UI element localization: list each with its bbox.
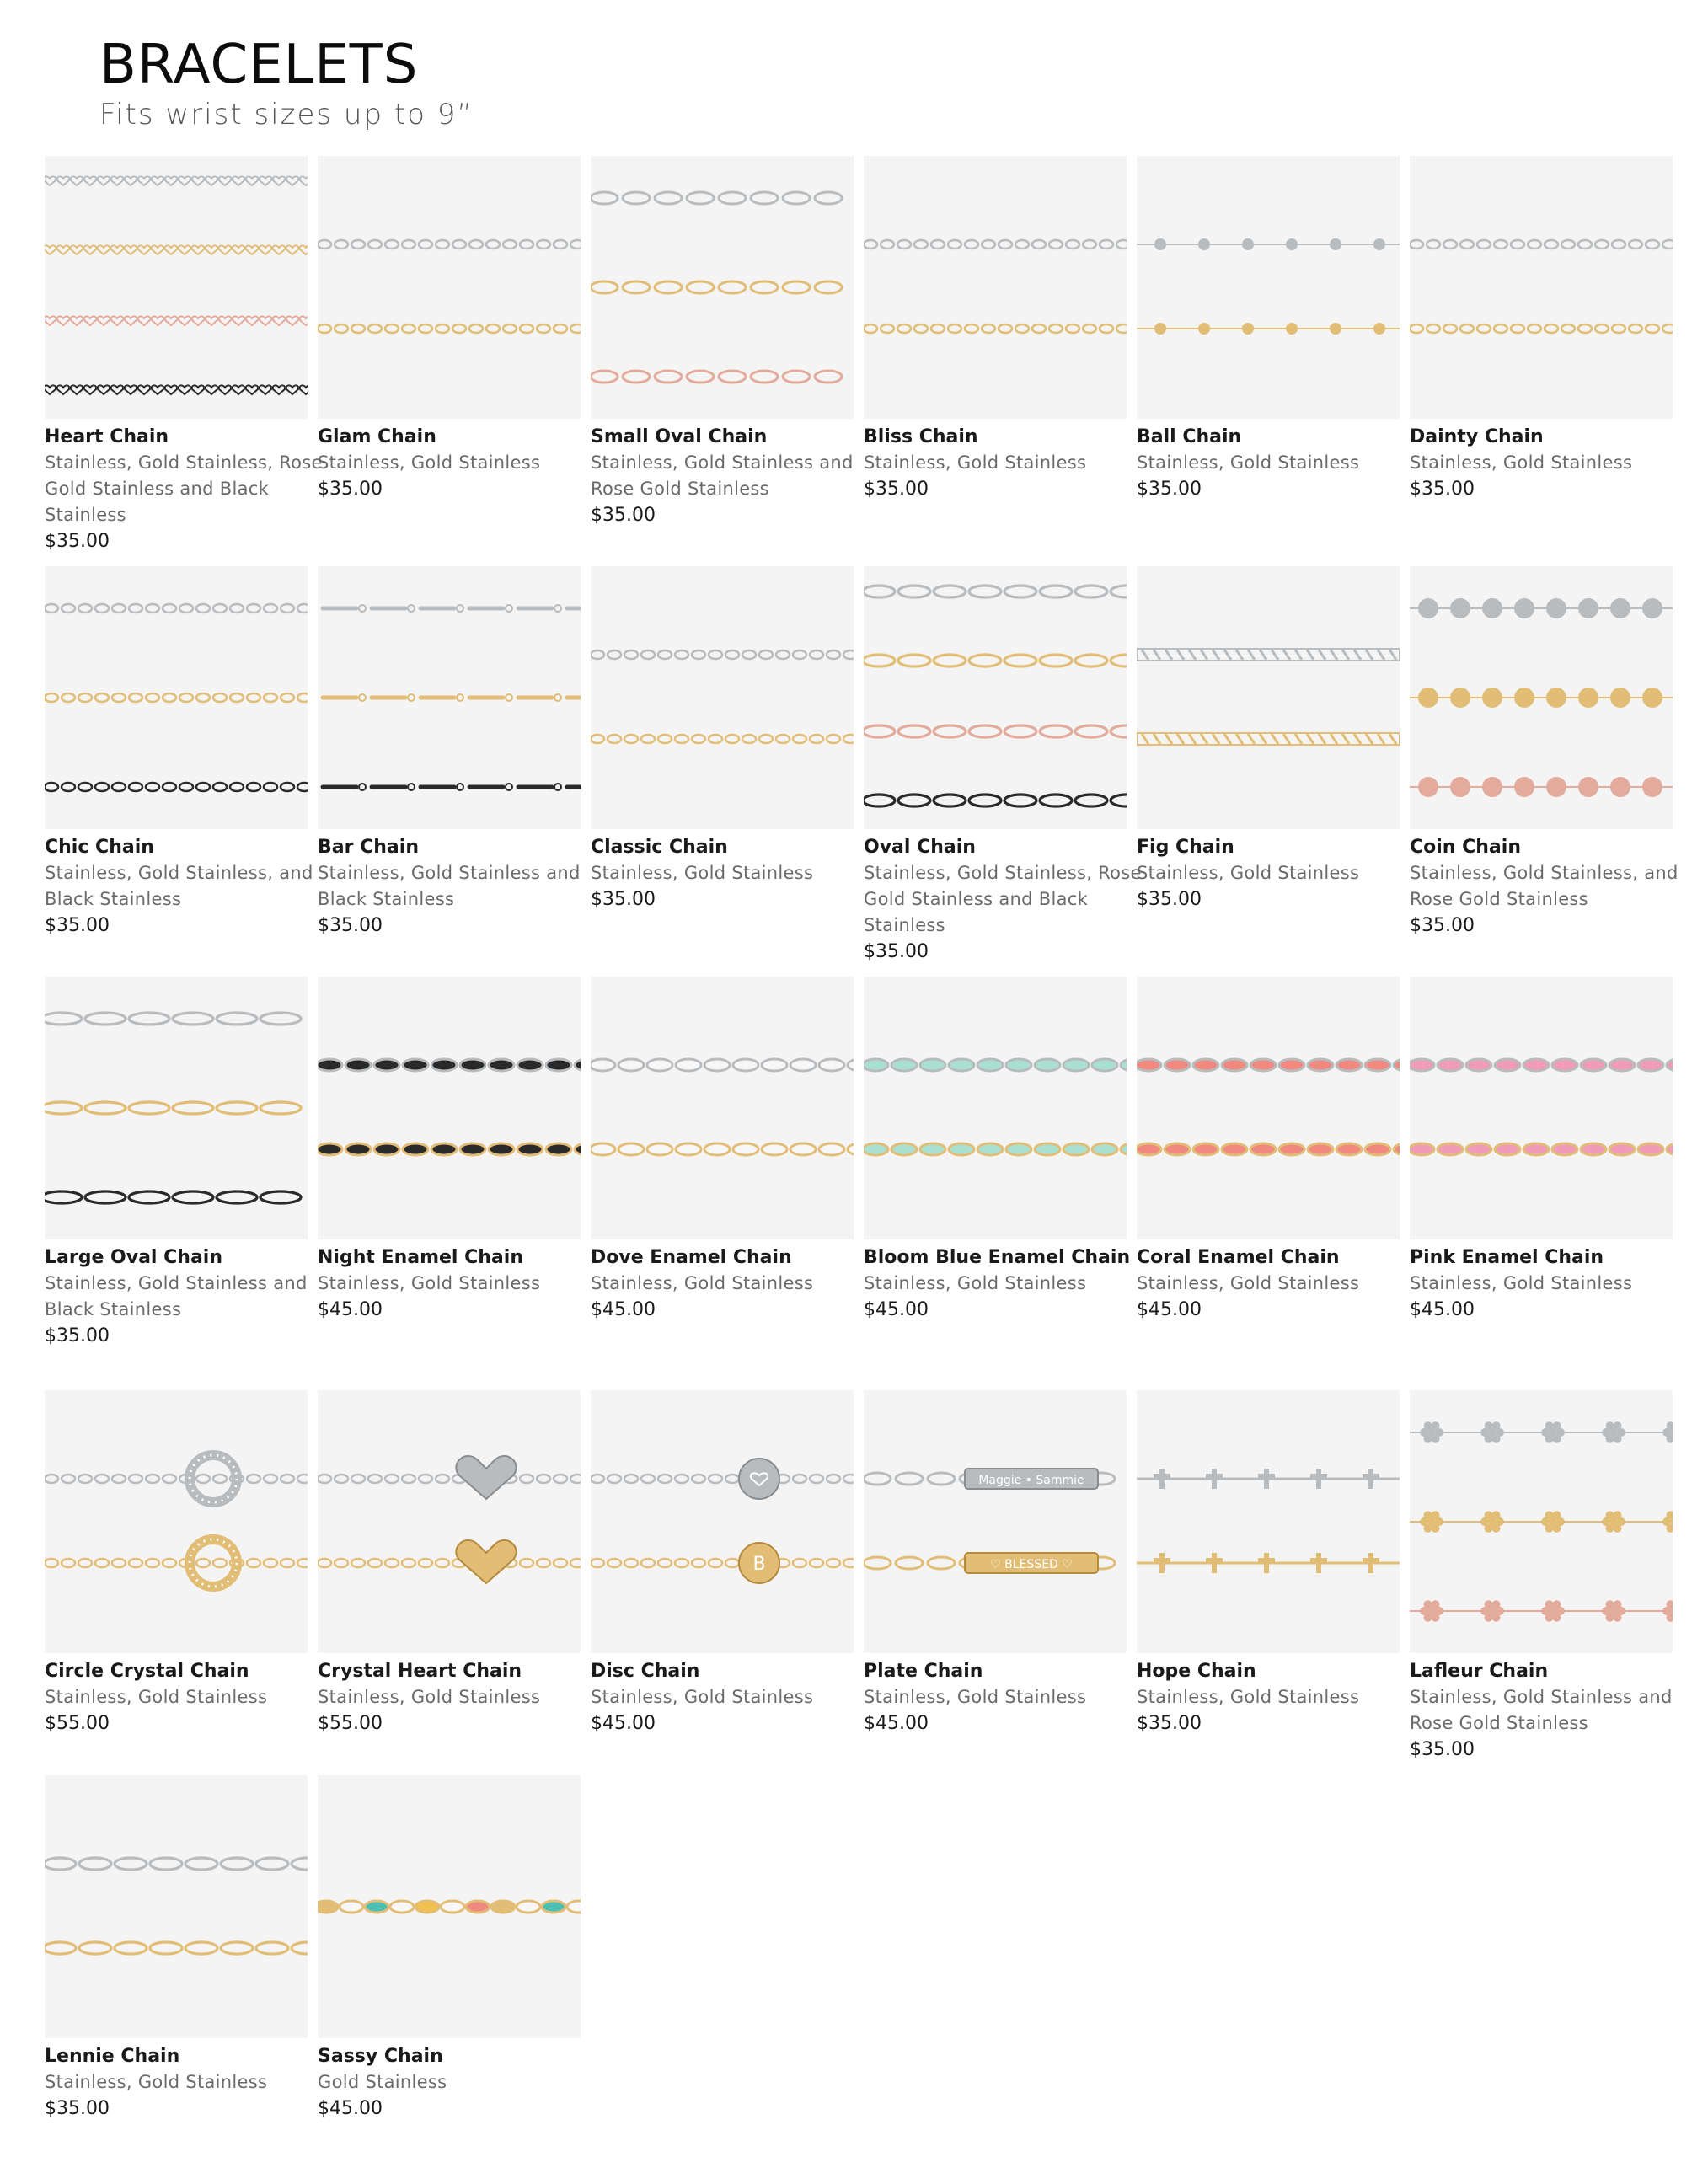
gold-strand [591, 735, 854, 743]
gold-strand [1410, 1511, 1673, 1533]
silver-strand [1137, 1469, 1400, 1489]
small-oval-chain-illustration [591, 156, 854, 419]
product-materials: Stainless, Gold Stainless [1410, 1273, 1633, 1293]
silver-strand [591, 650, 854, 659]
product-image[interactable] [45, 1390, 308, 1653]
gold-strand [45, 693, 308, 702]
product-image[interactable] [591, 156, 854, 419]
silver-strand [1137, 649, 1400, 661]
product-name[interactable]: Classic Chain [591, 837, 728, 858]
product-image[interactable] [318, 977, 581, 1239]
bliss-chain-illustration [864, 156, 1127, 419]
product-price: $55.00 [318, 1713, 383, 1734]
product-price: $35.00 [318, 479, 383, 500]
disc-charm [739, 1459, 779, 1499]
lennie-chain-illustration [45, 1775, 308, 2038]
rose-strand [45, 316, 308, 325]
product-name[interactable]: Bar Chain [318, 837, 419, 858]
product-image[interactable] [1137, 977, 1400, 1239]
gold-strand [1137, 733, 1400, 745]
product-price: $45.00 [1137, 1299, 1202, 1320]
product-materials: Stainless, Gold Stainless [1137, 452, 1360, 473]
product-price: $45.00 [864, 1713, 929, 1734]
product-image[interactable] [1410, 566, 1673, 829]
product-info [1137, 834, 1423, 913]
product-price: $35.00 [1137, 479, 1202, 500]
gold-strand [1410, 1143, 1673, 1155]
silver-strand [45, 1013, 301, 1025]
gold-strand [318, 1559, 581, 1567]
product-name[interactable]: Bloom Blue Enamel Chain [864, 1247, 1131, 1268]
product-info [318, 2043, 604, 2122]
gold-strand [1410, 324, 1673, 333]
product-name[interactable]: Dove Enamel Chain [591, 1247, 792, 1268]
product-image[interactable] [591, 1390, 854, 1653]
ball-chain-illustration [1137, 156, 1400, 419]
product-info [591, 1658, 877, 1737]
bloom-blue-enamel-chain-illustration [864, 977, 1127, 1239]
dainty-chain-illustration [1410, 156, 1673, 419]
product-name[interactable]: Plate Chain [864, 1661, 983, 1682]
heart-charm [456, 1540, 516, 1583]
coral-enamel-chain-illustration [1137, 977, 1400, 1239]
product-price: $45.00 [318, 1299, 383, 1320]
silver-strand [1410, 240, 1673, 249]
product-info [864, 1244, 1150, 1323]
product-materials: Stainless, Gold Stainless [591, 1687, 814, 1707]
product-price: $35.00 [1410, 479, 1475, 500]
product-name[interactable]: Chic Chain [45, 837, 154, 858]
product-name[interactable]: Bliss Chain [864, 426, 978, 447]
product-image[interactable] [864, 1390, 1127, 1653]
product-name[interactable]: Glam Chain [318, 426, 436, 447]
product-image[interactable] [591, 977, 854, 1239]
silver-strand [864, 1059, 1127, 1071]
plate-engraving: ♡ BLESSED ♡ [990, 1558, 1073, 1571]
product-name[interactable]: Hope Chain [1137, 1661, 1256, 1682]
product-price: $35.00 [45, 531, 110, 552]
product-name[interactable]: Large Oval Chain [45, 1247, 222, 1268]
silver-strand [864, 586, 1127, 597]
page-title: BRACELETS [99, 34, 419, 96]
silver-strand [45, 176, 308, 185]
coin-chain-illustration [1410, 566, 1673, 829]
product-name[interactable]: Lafleur Chain [1410, 1661, 1549, 1682]
product-materials: Stainless, Gold Stainless and Rose Gold Stainless [591, 452, 854, 499]
black-strand [45, 385, 308, 394]
silver-strand [318, 1059, 581, 1071]
product-name[interactable]: Disc Chain [591, 1661, 700, 1682]
silver-strand [318, 240, 581, 249]
product-name[interactable]: Small Oval Chain [591, 426, 768, 447]
product-info [1410, 834, 1696, 939]
gold-strand [864, 655, 1127, 666]
product-materials: Stainless, Gold Stainless [45, 1687, 268, 1707]
page-subtitle: Fits wrist sizes up to 9” [99, 98, 474, 131]
product-image[interactable] [1137, 156, 1400, 419]
product-price: $35.00 [1137, 1713, 1202, 1734]
product-info [1137, 424, 1423, 502]
bar-chain-illustration [318, 566, 581, 829]
product-info [591, 834, 877, 913]
oval-chain-illustration [864, 566, 1127, 829]
gold-strand [45, 1942, 308, 1954]
product-info [1410, 424, 1696, 502]
silver-strand [1410, 1421, 1673, 1443]
product-materials: Stainless, Gold Stainless, Rose Gold Stainless and Black Stainless [45, 452, 323, 525]
product-materials: Stainless, Gold Stainless [864, 1273, 1087, 1293]
product-price: $45.00 [1410, 1299, 1475, 1320]
product-image[interactable] [318, 566, 581, 829]
product-price: $45.00 [318, 2098, 383, 2119]
silver-strand [1410, 598, 1673, 618]
name-plate-charm [965, 1553, 1098, 1573]
gold-strand [1137, 1143, 1400, 1155]
product-name[interactable]: Lennie Chain [45, 2046, 180, 2067]
gold-strand [591, 1143, 854, 1155]
product-price: $45.00 [591, 1299, 656, 1320]
product-name[interactable]: Coral Enamel Chain [1137, 1247, 1340, 1268]
product-name[interactable]: Oval Chain [864, 837, 976, 858]
product-materials: Stainless, Gold Stainless, Rose Gold Stainless and Black Stainless [864, 863, 1142, 935]
gold-strand [45, 1102, 301, 1114]
product-name[interactable]: Fig Chain [1137, 837, 1234, 858]
product-image[interactable] [318, 1775, 581, 2038]
black-strand [323, 784, 581, 790]
gold-strand [323, 694, 581, 701]
gold-strand [45, 245, 308, 254]
silver-strand [45, 1858, 308, 1870]
product-materials: Stainless, Gold Stainless and Black Stainless [318, 863, 581, 909]
plate-engraving: Maggie • Sammie [978, 1474, 1084, 1487]
product-materials: Stainless, Gold Stainless [591, 863, 814, 883]
silver-strand [318, 1475, 581, 1483]
crystal-heart-chain-illustration [318, 1390, 581, 1653]
rose-strand [864, 725, 1127, 737]
product-name[interactable]: Sassy Chain [318, 2046, 443, 2067]
product-info [45, 424, 331, 554]
product-info [45, 834, 331, 939]
gold-strand [864, 1143, 1127, 1155]
heart-charm [456, 1456, 516, 1499]
product-materials: Stainless, Gold Stainless and Rose Gold Stainless [1410, 1687, 1673, 1733]
product-image[interactable] [1137, 566, 1400, 829]
gold-strand [1137, 1553, 1400, 1573]
silver-strand [864, 240, 1127, 249]
gold-strand [864, 324, 1127, 333]
product-info [1137, 1244, 1423, 1323]
silver-strand [323, 605, 581, 612]
product-info [318, 424, 604, 502]
product-info [591, 424, 877, 528]
rose-strand [1410, 777, 1673, 797]
product-name[interactable]: Heart Chain [45, 426, 169, 447]
product-materials: Stainless, Gold Stainless [864, 1687, 1087, 1707]
silver-strand [1410, 1059, 1673, 1071]
product-image[interactable] [45, 977, 308, 1239]
product-info [45, 1244, 331, 1349]
product-image[interactable] [45, 156, 308, 419]
product-materials: Stainless, Gold Stainless and Black Stainless [45, 1273, 308, 1319]
product-materials: Stainless, Gold Stainless [1137, 863, 1360, 883]
product-price: $35.00 [1410, 915, 1475, 936]
product-info [318, 1658, 604, 1737]
product-materials: Stainless, Gold Stainless, and Rose Gold Stainless [1410, 863, 1679, 909]
classic-chain-illustration [591, 566, 854, 829]
product-name[interactable]: Crystal Heart Chain [318, 1661, 522, 1682]
product-info [1137, 1658, 1423, 1737]
black-strand [45, 1191, 301, 1203]
silver-strand [591, 192, 842, 204]
gold-strand [318, 1901, 581, 1913]
silver-strand [591, 1475, 854, 1483]
product-price: $35.00 [45, 1325, 110, 1346]
product-info [864, 834, 1150, 965]
gold-strand [1137, 323, 1400, 335]
hope-chain-illustration [1137, 1390, 1400, 1653]
product-name[interactable]: Night Enamel Chain [318, 1247, 523, 1268]
silver-strand [45, 604, 308, 613]
product-image[interactable] [318, 1390, 581, 1653]
glam-chain-illustration [318, 156, 581, 419]
product-image[interactable] [1410, 156, 1673, 419]
product-materials: Stainless, Gold Stainless [591, 1273, 814, 1293]
product-materials: Stainless, Gold Stainless [1137, 1273, 1360, 1293]
silver-strand [1137, 1059, 1400, 1071]
black-strand [864, 795, 1127, 806]
circle-crystal-chain-illustration [45, 1390, 308, 1653]
product-materials: Stainless, Gold Stainless [864, 452, 1087, 473]
black-strand [45, 783, 308, 791]
product-materials: Stainless, Gold Stainless [318, 452, 541, 473]
gold-strand [318, 1143, 581, 1155]
product-image[interactable] [318, 156, 581, 419]
product-price: $35.00 [864, 941, 929, 962]
product-price: $45.00 [864, 1299, 929, 1320]
silver-strand [45, 1475, 308, 1483]
gold-strand [591, 1559, 854, 1567]
rose-strand [1410, 1600, 1673, 1622]
pink-enamel-chain-illustration [1410, 977, 1673, 1239]
product-info [45, 1658, 331, 1737]
chic-chain-illustration [45, 566, 308, 829]
disc-chain-illustration [591, 1390, 854, 1653]
product-price: $35.00 [318, 915, 383, 936]
product-price: $35.00 [45, 915, 110, 936]
lafleur-chain-illustration [1410, 1390, 1673, 1653]
heart-chain-illustration [45, 156, 308, 419]
product-info [45, 2043, 331, 2122]
product-price: $35.00 [45, 2098, 110, 2119]
product-name[interactable]: Dainty Chain [1410, 426, 1544, 447]
product-materials: Stainless, Gold Stainless [1410, 452, 1633, 473]
product-image[interactable] [864, 977, 1127, 1239]
product-image[interactable] [1410, 977, 1673, 1239]
silver-strand [1137, 238, 1400, 250]
large-oval-chain-illustration [45, 977, 308, 1239]
rose-strand [591, 371, 842, 383]
gold-strand [45, 1559, 308, 1567]
product-name[interactable]: Coin Chain [1410, 837, 1521, 858]
product-info [1410, 1658, 1696, 1763]
product-price: $45.00 [591, 1713, 656, 1734]
product-info [1410, 1244, 1696, 1323]
name-plate-charm [965, 1469, 1098, 1489]
product-name[interactable]: Circle Crystal Chain [45, 1661, 249, 1682]
product-materials: Stainless, Gold Stainless, and Black Stainless [45, 863, 313, 909]
product-image[interactable] [45, 1775, 308, 2038]
product-price: $35.00 [591, 505, 656, 526]
plate-chain-illustration [864, 1390, 1127, 1653]
product-image[interactable] [1410, 1390, 1673, 1653]
product-info [591, 1244, 877, 1323]
gold-strand [1410, 688, 1673, 708]
gold-strand [591, 281, 842, 293]
product-info [318, 1244, 604, 1323]
silver-strand [591, 1059, 854, 1071]
product-name[interactable]: Pink Enamel Chain [1410, 1247, 1604, 1268]
product-price: $35.00 [1410, 1739, 1475, 1760]
disc-charm [739, 1543, 779, 1583]
product-materials: Stainless, Gold Stainless [1137, 1687, 1360, 1707]
product-price: $35.00 [591, 889, 656, 910]
product-info [318, 834, 604, 939]
disc-engraving: B [752, 1554, 766, 1575]
product-image[interactable] [864, 566, 1127, 829]
product-image[interactable] [1137, 1390, 1400, 1653]
product-price: $35.00 [1137, 889, 1202, 910]
product-image[interactable] [45, 566, 308, 829]
sassy-chain-illustration [318, 1775, 581, 2038]
product-name[interactable]: Ball Chain [1137, 426, 1242, 447]
night-enamel-chain-illustration [318, 977, 581, 1239]
product-image[interactable] [864, 156, 1127, 419]
product-materials: Stainless, Gold Stainless [45, 2072, 268, 2092]
product-image[interactable] [591, 566, 854, 829]
product-materials: Stainless, Gold Stainless [318, 1273, 541, 1293]
gold-strand [318, 324, 581, 333]
product-info [864, 1658, 1150, 1737]
dove-enamel-chain-illustration [591, 977, 854, 1239]
product-info [864, 424, 1150, 502]
product-price: $55.00 [45, 1713, 110, 1734]
product-materials: Stainless, Gold Stainless [318, 1687, 541, 1707]
fig-chain-illustration [1137, 566, 1400, 829]
product-materials: Gold Stainless [318, 2072, 447, 2092]
product-price: $35.00 [864, 479, 929, 500]
